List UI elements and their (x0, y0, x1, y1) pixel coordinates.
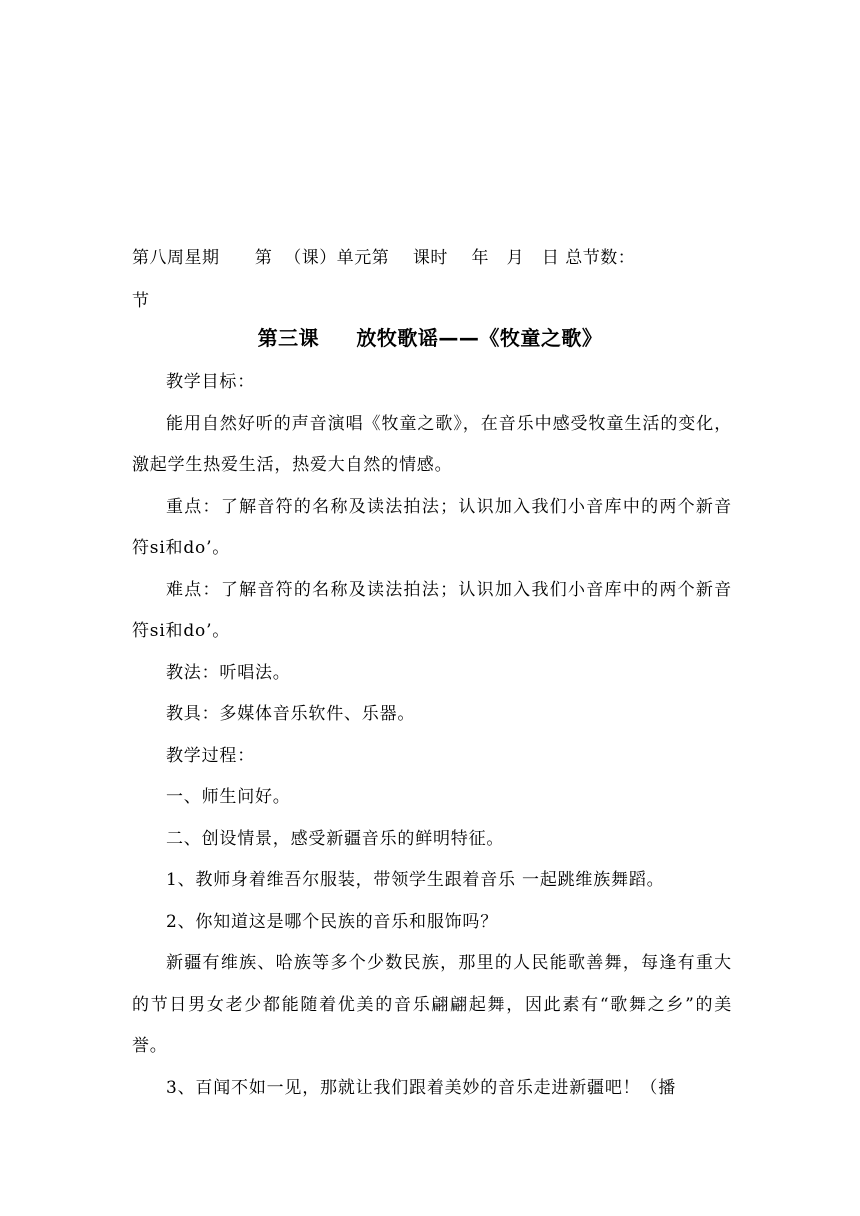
teaching-aids-paragraph: 教具：多媒体音乐软件、乐器。 (166, 704, 416, 724)
key-points-paragraph: 重点：了解音符的名称及读法拍法；认识加入我们小音库中的两个新音符si和do’。 (132, 496, 732, 558)
section-heading-process: 教学过程： (166, 745, 255, 766)
lesson-schedule-line: 第八周星期 第 （课）单元第 课时 年 月 日 总节数： (132, 248, 636, 268)
process-substep-2: 2、你知道这是哪个民族的音乐和服饰吗？ (166, 911, 499, 932)
xinjiang-description-paragraph: 新疆有维族、哈族等多个少数民族，那里的人民能歌善舞，每逢有重大的节日男女老少都能随着优美的音乐翩翩起舞，因此素有“歌舞之乡”的美誉。 (132, 953, 732, 1056)
difficult-points-paragraph: 难点：了解音符的名称及读法拍法；认识加入我们小音库中的两个新音符si和do’。 (132, 579, 732, 641)
lesson-schedule-line-continued: 节 (132, 291, 149, 311)
section-heading-objectives: 教学目标： (166, 372, 255, 392)
process-substep-3: 3、百闻不如一见，那就让我们跟着美妙的音乐走进新疆吧！（播 (166, 1077, 677, 1098)
lesson-title: 第三课 放牧歌谣——《牧童之歌》 (257, 326, 603, 350)
lesson-body (132, 362, 732, 1109)
process-substep-1: 1、教师身着维吾尔服装，带领学生跟着音乐 一起跳维族舞蹈。 (166, 870, 665, 890)
process-step-2: 二、创设情景，感受新疆音乐的鲜明特征。 (166, 828, 505, 849)
objectives-paragraph: 能用自然好听的声音演唱《牧童之歌》，在音乐中感受牧童生活的变化，激起学生热爱生活，热爱大自然的情感。 (132, 413, 732, 475)
teaching-method-paragraph: 教法：听唱法。 (166, 662, 291, 683)
process-step-1: 一、师生问好。 (166, 787, 291, 807)
